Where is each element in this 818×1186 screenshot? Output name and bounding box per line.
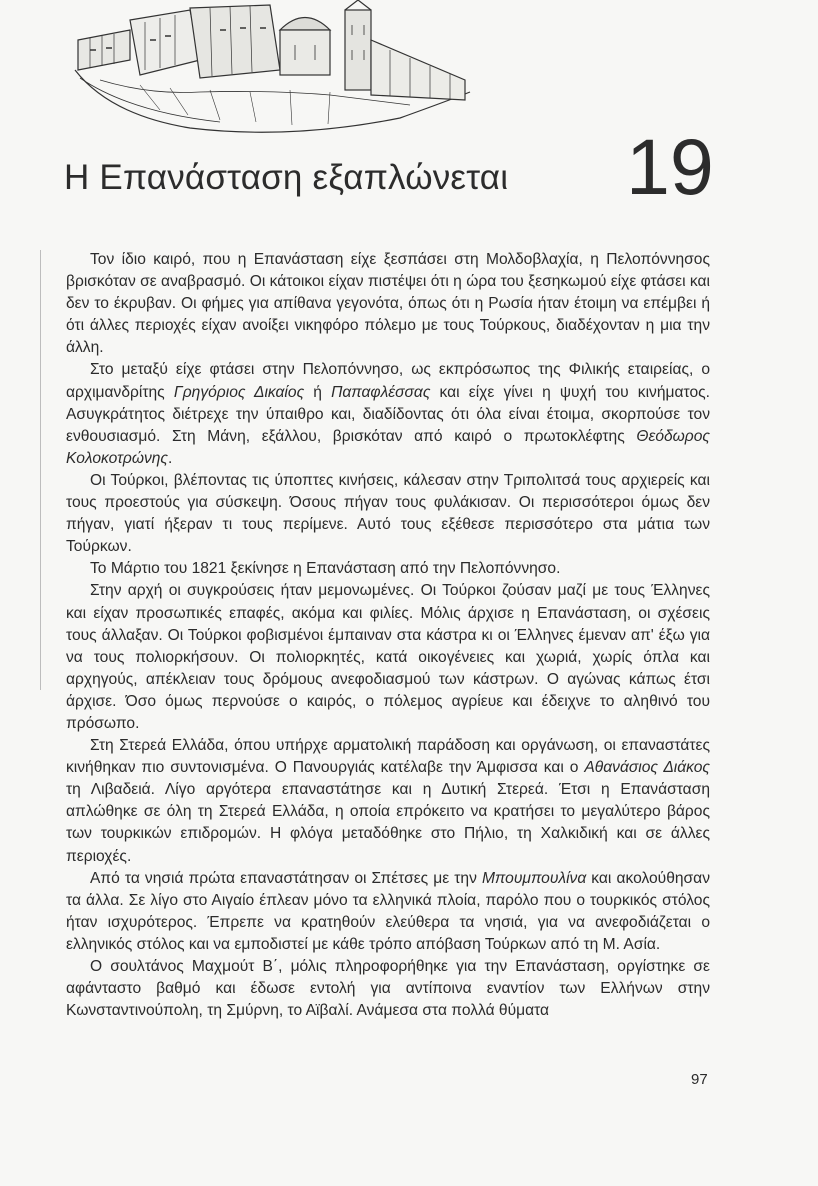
italic-name: Παπαφλέσσας [331, 383, 431, 401]
body-text [66, 249, 710, 1022]
chapter-title: Η Επανάσταση εξαπλώνεται [64, 158, 509, 197]
text-run: και ακολούθησαν τα άλλα. Σε λίγο στο Αιγαίο έπλεαν μόνο τα ελληνικά πλοία, παρόλο που ο τουρκικός στόλος ήταν ισχυρότερος. Έπρεπε να κρατηθούν ελεύθερα τα νησιά, για να ανεφοδιάζεται ο ελληνικός στόλος και να εμποδιστεί με κάθε τρόπο απόβαση Τούρκων από τη Μ. Ασία. [66, 869, 710, 953]
paragraph [66, 956, 710, 1022]
margin-rule [40, 250, 41, 690]
text-run: τη Λιβαδειά. Λίγο αργότερα επαναστάτησε και η Δυτική Στερεά. Έτσι η Επανάσταση απλώθηκε σε όλη τη Στερεά Ελλάδα, η οποία επρόκειτο να κρατήσει το μεγαλύτερο βάρος των τουρκικών επιδρομών. Η φλόγα μεταδόθηκε στο Πήλιο, τη Χαλκιδική και σε άλλες περιοχές. [66, 781, 710, 865]
text-run: Τον ίδιο καιρό, που η Επανάσταση είχε ξεσπάσει στη Μολδοβλαχία, η Πελοπόννησος βρισκόταν σε αναβρασμό. Οι κάτοικοι είχαν πιστέψει ότι η ώρα του ξεσηκωμού είχε φτάσει και δεν το έκρυβαν. Οι φήμες για απίθανα γεγονότα, όπως ότι η Ρωσία ήταν έτοιμη να επέμβει ή ότι άλλες περιοχές είχαν ανοίξει νικηφόρο πόλεμο με τους Τούρκους, διαδέχονταν η μια την άλλη. [66, 251, 710, 357]
italic-name: Μπουμπουλίνα [481, 869, 587, 887]
text-run: Στην αρχή οι συγκρούσεις ήταν μεμονωμένες. Οι Τούρκοι ζούσαν μαζί με τους Έλληνες και είχαν προσωπικές επαφές, ακόμα και φιλίες. Μόλις άρχισε η Επανάσταση, οι σχέσεις τους άλλαξαν. Οι Τούρκοι φοβισμένοι έμπαιναν στα κάστρα κι οι Έλληνες έμεναν απ' έξω για να τους πολιορκήσουν. Οι πολιορκητές, κατά οικογένειες και χωριά, χωρίς όπλα και αρχηγούς, απέκλειαν τους δρόμους ανεφοδιασμού των κάστρων. Ο αγώνας κάπως έτσι άρχισε. Όσο όμως περνούσε ο καιρός, ο πόλεμος αγρίευε και έδειχνε το αληθινό του πρόσωπο. [66, 582, 710, 732]
text-run: ή [304, 383, 332, 401]
text-run: Οι Τούρκοι, βλέποντας τις ύποπτες κινήσεις, κάλεσαν στην Τριπολιτσά τους αρχιερείς και τους προεστούς για σύσκεψη. Όσους πήγαν τους φυλάκισαν. Οι περισσότεροι όμως δεν πήγαν, γιατί ήξεραν τι τους περίμενε. Αυτό τους εξέθεσε περισσότερο στα μάτια των Τούρκων. [66, 471, 710, 556]
paragraph [66, 359, 710, 469]
italic-name: Αθανάσιος Διάκος [584, 759, 711, 777]
fortress-town-illustration [70, 0, 475, 135]
text-run: . [168, 449, 173, 467]
italic-name: Γρηγόριος Δικαίος [173, 383, 305, 401]
text-run: Ο σουλτάνος Μαχμούτ Β΄, μόλις πληροφορήθηκε για την Επανάσταση, οργίστηκε σε αφάνταστο βαθμό και έδωσε εντολή για αντίποινα εναντίον των Ελλήνων στην Κωνσταντινούπολη, τη Σμύρνη, το Αϊβαλί. Ανάμεσα στα πολλά θύματα [66, 958, 710, 1020]
chapter-number: 19 [626, 122, 714, 211]
text-run: Στο μεταξύ είχε φτάσει στην Πελοπόννησο, ως εκπρόσωπος της Φιλικής εταιρείας, ο αρχιμανδρίτης [66, 361, 710, 401]
text-run: Στη Στερεά Ελλάδα, όπου υπήρχε αρματολική παράδοση και οργάνωση, οι επαναστάτες κινήθηκαν πιο συντονισμένα. Ο Πανουργιάς κατέλαβε την Άμφισσα και ο [66, 737, 710, 777]
text-run: και είχε γίνει η ψυχή του κινήματος. Ασυγκράτητος διέτρεχε την ύπαιθρο και, διαδίδοντας ότι όλα είναι έτοιμα, σκορπούσε τον ενθουσιασμό. Στη Μάνη, εξάλλου, βρισκόταν από καιρό ο πρωτοκλέφτης [66, 383, 710, 445]
page-number: 97 [691, 1071, 708, 1088]
paragraph [66, 580, 710, 735]
paragraph [66, 470, 710, 558]
paragraph [66, 735, 710, 868]
paragraph [66, 558, 710, 580]
text-run: Από τα νησιά πρώτα επαναστάτησαν οι Σπέτσες με την [90, 869, 482, 887]
paragraph [66, 868, 710, 956]
text-run: Το Μάρτιο του 1821 ξεκίνησε η Επανάσταση από την Πελοπόννησο. [90, 560, 561, 578]
paragraph [66, 249, 710, 359]
italic-name: Θεόδωρος Κολοκοτρώνης [66, 427, 710, 467]
